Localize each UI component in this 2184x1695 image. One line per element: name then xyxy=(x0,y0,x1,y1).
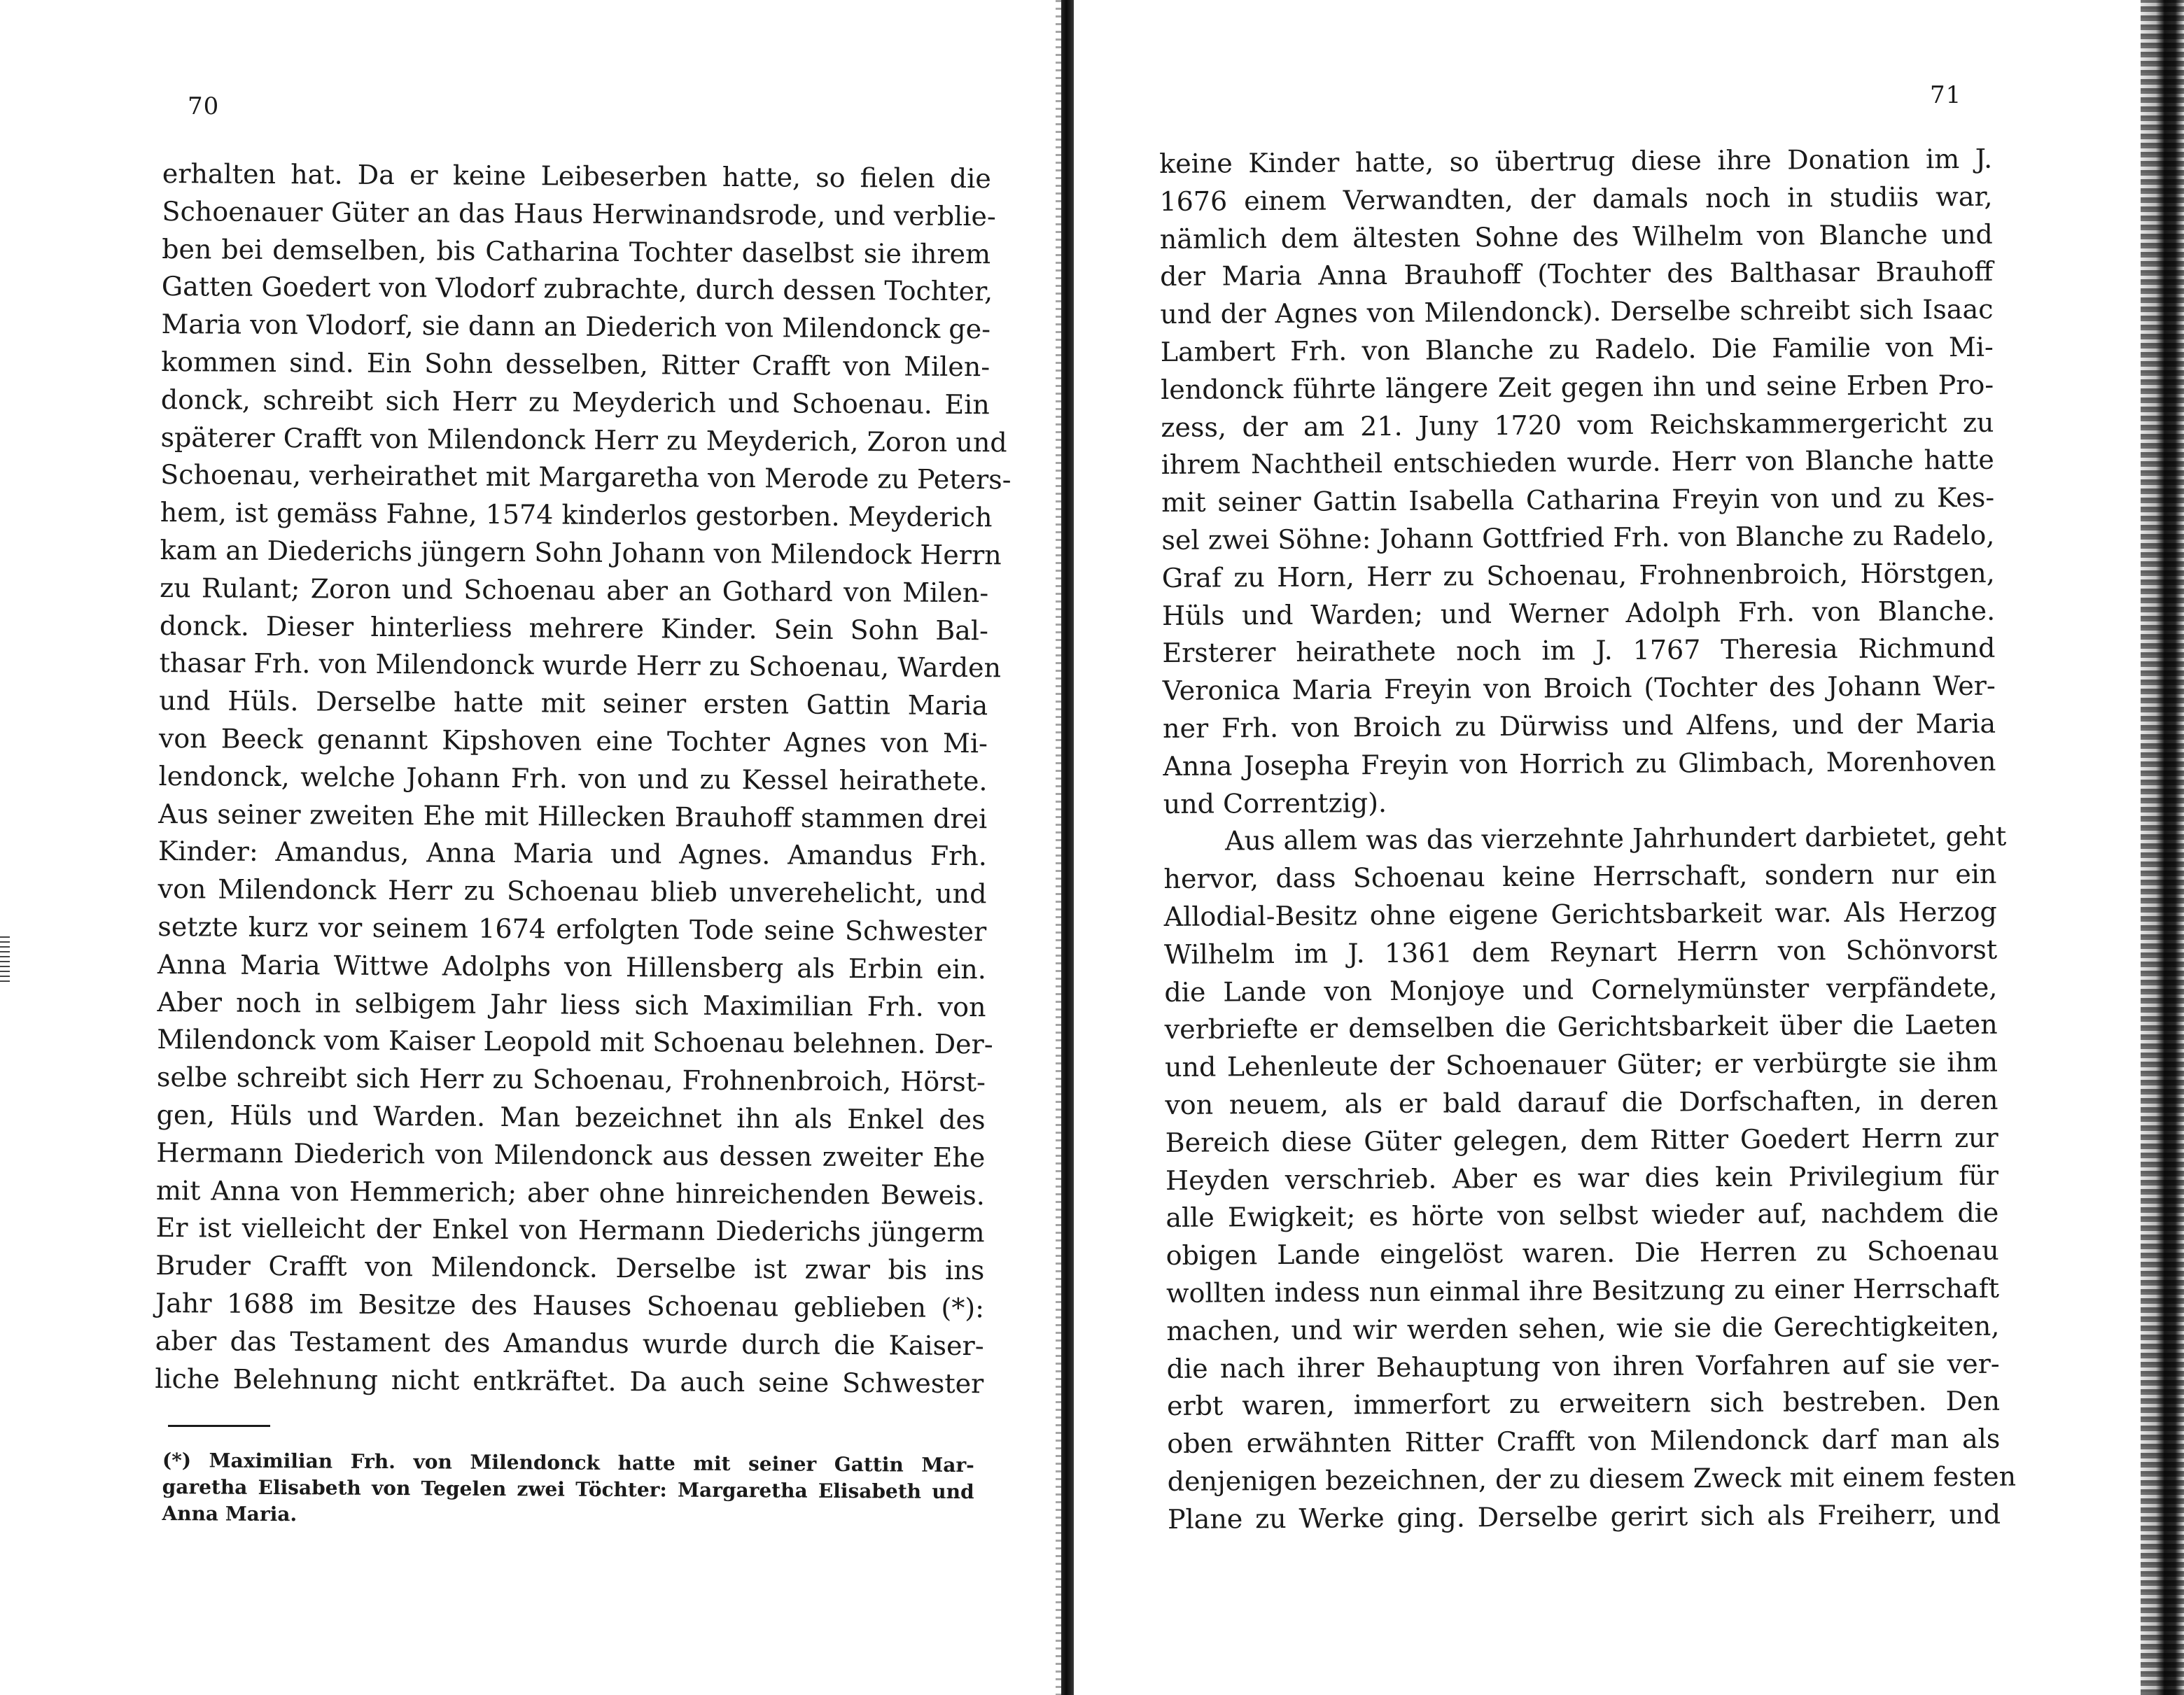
text-line: und der Agnes von Milendonck). Derselbe schreibt sich Isaac xyxy=(1160,293,1994,330)
text-line: zess, der am 21. Juny 1720 vom Reichskammergericht zu xyxy=(1161,407,1994,443)
text-line: ben bei demselben, bis Catharina Tochter daselbst sie ihrem xyxy=(162,233,991,269)
text-line: Plane zu Werke ging. Derselbe gerirt sich als Freiherr, und xyxy=(1167,1498,2001,1535)
text-line: Wilhelm im J. 1361 dem Reynart Herrn von Schönvorst xyxy=(1163,934,1998,970)
text-line: kam an Diederichs jüngern Sohn Johann von Milendock Herrn xyxy=(160,534,1002,571)
text-line: Schoenau, verheirathet mit Margaretha von Merode zu Peters- xyxy=(160,459,1011,495)
paragraph-first-line: Aus allem was das vierzehnte Jahrhundert darbietet, geht xyxy=(1224,820,2007,857)
text-line: Heyden verschrieb. Aber es war dies kein Privilegium für xyxy=(1165,1160,1999,1196)
text-line: von neuem, als er bald darauf die Dorfschaften, in deren xyxy=(1165,1084,1998,1120)
text-line: Milendonck vom Kaiser Leopold mit Schoenau belehnen. Der- xyxy=(157,1024,993,1060)
text-line: Lambert Frh. von Blanche zu Radelo. Die Familie von Mi- xyxy=(1160,331,1994,367)
text-line: keine Kinder hatte, so übertrug diese ihre Donation im J. xyxy=(1159,143,1993,179)
text-line: Anna Maria Wittwe Adolphs von Hillensberg als Erbin ein. xyxy=(157,948,987,985)
text-line: kommen sind. Ein Sohn desselben, Ritter Crafft von Milen- xyxy=(161,346,990,383)
text-line: lendonck führte längere Zeit gegen ihn und seine Erben Pro- xyxy=(1160,369,1994,405)
text-line: und Hüls. Derselbe hatte mit seiner ersten Gattin Maria xyxy=(159,685,988,722)
text-line: Bruder Crafft von Milendonck. Derselbe ist zwar bis ins xyxy=(155,1250,985,1286)
text-line: machen, und wir werden sehen, wie sie die Gerechtigkeiten, xyxy=(1166,1310,2000,1346)
text-line: Bereich diese Güter gelegen, dem Ritter Goedert Herrn zur xyxy=(1165,1122,1998,1158)
text-line: Schoenauer Güter an das Haus Herwinandsrode, und verblie- xyxy=(162,195,996,232)
text-line: sel zwei Söhne: Johann Gottfried Frh. von Blanche zu Radelo, xyxy=(1161,519,1995,556)
text-line: donck, schreibt sich Herr zu Meyderich und Schoenau. Ein xyxy=(160,384,990,421)
text-line: Hermann Diederich von Milendonck aus dessen zweiter Ehe xyxy=(156,1137,986,1173)
left-page xyxy=(0,0,1057,1695)
text-line: alle Ewigkeit; es hörte von selbst wieder auf, nachdem die xyxy=(1166,1197,1999,1234)
right-page xyxy=(1092,0,2128,1695)
text-line: verbriefte er demselben die Gerichtsbarkeit über die Laeten xyxy=(1164,1009,1998,1046)
text-line: lendonck, welche Johann Frh. von und zu Kessel heirathete. xyxy=(158,760,988,796)
text-line: späterer Crafft von Milendonck Herr zu Meyderich, Zoron und xyxy=(160,421,1007,458)
text-line: Hüls und Warden; und Werner Adolph Frh. von Blanche. xyxy=(1161,595,1996,631)
text-line: Aber noch in selbigem Jahr liess sich Maximilian Frh. von xyxy=(157,986,986,1022)
text-line: obigen Lande eingelöst waren. Die Herren zu Schoenau xyxy=(1166,1235,1999,1272)
footnote-line: (*) Maximilian Frh. von Milendonck hatte mit seiner Gattin Mar- xyxy=(162,1449,974,1477)
text-line: ihrem Nachtheil entschieden wurde. Herr von Blanche hatte xyxy=(1161,444,1994,481)
text-line: denjenigen bezeichnen, der zu diesem Zweck mit einem festen xyxy=(1167,1461,2017,1497)
book-binding-gutter xyxy=(1061,0,1074,1695)
footnote-line: Anna Maria. xyxy=(162,1501,298,1526)
footnote-line: garetha Elisabeth von Tegelen zwei Töchter: Margaretha Elisabeth und xyxy=(162,1475,974,1504)
text-line: von Beeck genannt Kipshoven eine Tochter Agnes von Mi- xyxy=(158,722,988,759)
text-line: wollten indess nun einmal ihre Besitzung zu einer Herrschaft xyxy=(1166,1272,2000,1309)
text-line: hem, ist gemäss Fahne, 1574 kinderlos gestorben. Meyderich xyxy=(160,497,993,533)
text-line: donck. Dieser hinterliess mehrere Kinder. Sein Sohn Bal- xyxy=(159,610,989,646)
text-line: 1676 einem Verwandten, der damals noch in studiis war, xyxy=(1159,181,1993,217)
text-line: Kinder: Amandus, Anna Maria und Agnes. Amandus Frh. xyxy=(158,836,988,872)
binding-shadow xyxy=(1056,0,1061,1695)
text-line: mit Anna von Hemmerich; aber ohne hinreichenden Beweis. xyxy=(155,1174,986,1211)
text-line: Veronica Maria Freyin von Broich (Tochter des Johann Wer- xyxy=(1162,670,1996,707)
text-line: thasar Frh. von Milendonck wurde Herr zu Schoenau, Warden xyxy=(159,647,1002,684)
footnote xyxy=(162,1447,974,1532)
footnote-divider xyxy=(168,1425,270,1427)
text-line: selbe schreibt sich Herr zu Schoenau, Frohnenbroich, Hörst- xyxy=(156,1062,986,1098)
text-line: die nach ihrer Behauptung von ihren Vorfahren auf sie ver- xyxy=(1166,1348,2000,1384)
text-line: und Lehenleute der Schoenauer Güter; er verbürgte sie ihm xyxy=(1164,1046,1998,1083)
text-line: von Milendonck Herr zu Schoenau blieb unverehelicht, und xyxy=(158,873,987,910)
text-line: Aus seiner zweiten Ehe mit Hillecken Brauhoff stammen drei xyxy=(158,798,988,834)
text-line: und Correntzig). xyxy=(1163,787,1387,820)
text-line: Ersterer heirathete noch im J. 1767 Theresia Richmund xyxy=(1162,633,1996,669)
text-line: Er ist vielleicht der Enkel von Hermann Diederichs jüngerm xyxy=(155,1212,985,1249)
text-line: mit seiner Gattin Isabella Catharina Freyin von und zu Kes- xyxy=(1161,481,1995,519)
text-line: gen, Hüls und Warden. Man bezeichnet ihn als Enkel des xyxy=(156,1099,986,1136)
text-line: Jahr 1688 im Besitze des Hauses Schoenau geblieben (*): xyxy=(155,1287,985,1324)
text-line: die Lande von Monjoye und Cornelymünster verpfändete, xyxy=(1164,971,1998,1008)
text-line: nämlich dem ältesten Sohne des Wilhelm von Blanche und xyxy=(1159,218,1993,255)
text-line: zu Rulant; Zoron und Schoenau aber an Gothard von Milen- xyxy=(160,572,989,608)
page-edge xyxy=(2141,0,2184,1695)
text-line: oben erwähnten Ritter Crafft von Milendonck darf man als xyxy=(1167,1423,2001,1460)
right-page-text xyxy=(1159,141,2017,1539)
page-number-right: 71 xyxy=(1930,81,1962,109)
text-line: aber das Testament des Amandus wurde durch die Kaiser- xyxy=(155,1325,984,1361)
text-line: setzte kurz vor seinem 1674 erfolgten Tode seine Schwester xyxy=(158,910,987,948)
text-line: Graf zu Horn, Herr zu Schoenau, Frohnenbroich, Hörstgen, xyxy=(1161,557,1995,593)
text-line: Anna Josepha Freyin von Horrich zu Glimbach, Morenhoven xyxy=(1163,745,1996,782)
text-line: Gatten Goedert von Vlodorf zubrachte, durch dessen Tochter, xyxy=(161,271,993,307)
text-line: liche Belehnung nicht entkräftet. Da auch seine Schwester xyxy=(155,1363,984,1399)
page-number-left: 70 xyxy=(188,92,220,120)
text-line: der Maria Anna Brauhoff (Tochter des Balthasar Brauhoff xyxy=(1160,256,1994,293)
left-page-text xyxy=(155,155,1011,1402)
text-line: Maria von Vlodorf, sie dann an Diederich von Milendonck ge- xyxy=(161,309,991,345)
text-line: erbt waren, immerfort zu erweitern sich bestreben. Den xyxy=(1166,1385,2001,1422)
text-line: Allodial-Besitz ohne eigene Gerichtsbarkeit war. Als Herzog xyxy=(1163,896,1997,932)
text-line: ner Frh. von Broich zu Dürwiss und Alfens, und der Maria xyxy=(1162,708,1996,744)
text-line: erhalten hat. Da er keine Leibeserben hatte, so fielen die xyxy=(162,157,991,195)
text-line: hervor, dass Schoenau keine Herrschaft, sondern nur ein xyxy=(1163,858,1997,895)
